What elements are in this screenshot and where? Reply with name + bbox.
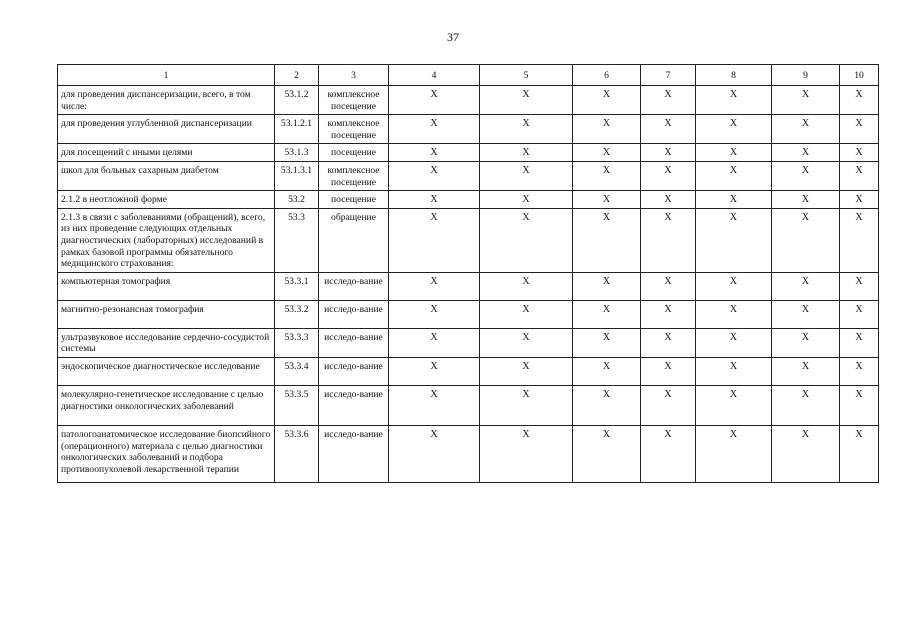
table-row <box>58 161 879 190</box>
row-mark-col-8: X <box>696 144 772 162</box>
row-mark-col-10: X <box>840 208 879 272</box>
row-mark-col-5: X <box>480 385 573 425</box>
row-mark-col-10: X <box>840 385 879 425</box>
row-code: 53.3.1 <box>275 272 319 300</box>
row-mark-col-7: X <box>641 86 696 115</box>
column-header-9: 9 <box>772 65 840 86</box>
row-code: 53.2 <box>275 191 319 209</box>
row-mark-col-9: X <box>772 144 840 162</box>
row-mark-col-7: X <box>641 385 696 425</box>
row-mark-col-9: X <box>772 272 840 300</box>
row-mark-col-4: X <box>389 357 480 385</box>
row-mark-col-10: X <box>840 191 879 209</box>
row-mark-col-7: X <box>641 115 696 144</box>
row-name: для проведения диспансеризации, всего, в том числе: <box>58 86 275 115</box>
row-mark-col-4: X <box>389 115 480 144</box>
row-mark-col-5: X <box>480 86 573 115</box>
column-header-5: 5 <box>480 65 573 86</box>
row-mark-col-7: X <box>641 425 696 482</box>
row-mark-col-8: X <box>696 208 772 272</box>
row-mark-col-8: X <box>696 328 772 357</box>
row-mark-col-4: X <box>389 425 480 482</box>
row-mark-col-5: X <box>480 208 573 272</box>
row-unit: комплексное посещение <box>319 86 389 115</box>
row-mark-col-10: X <box>840 161 879 190</box>
row-unit: посещение <box>319 144 389 162</box>
row-mark-col-7: X <box>641 328 696 357</box>
column-header-7: 7 <box>641 65 696 86</box>
row-mark-col-6: X <box>573 272 641 300</box>
row-mark-col-10: X <box>840 115 879 144</box>
table-row <box>58 191 879 209</box>
row-mark-col-10: X <box>840 328 879 357</box>
row-mark-col-5: X <box>480 425 573 482</box>
row-code: 53.1.2 <box>275 86 319 115</box>
row-code: 53.3 <box>275 208 319 272</box>
row-name: ультразвуковое исследование сердечно-сосудистой системы <box>58 328 275 357</box>
row-mark-col-6: X <box>573 86 641 115</box>
row-mark-col-9: X <box>772 161 840 190</box>
table-row <box>58 144 879 162</box>
row-mark-col-9: X <box>772 208 840 272</box>
row-mark-col-8: X <box>696 86 772 115</box>
row-unit: исследо-вание <box>319 357 389 385</box>
row-code: 53.3.6 <box>275 425 319 482</box>
row-mark-col-8: X <box>696 357 772 385</box>
column-header-6: 6 <box>573 65 641 86</box>
table-row <box>58 385 879 425</box>
row-mark-col-5: X <box>480 191 573 209</box>
row-mark-col-9: X <box>772 425 840 482</box>
row-mark-col-7: X <box>641 144 696 162</box>
row-mark-col-9: X <box>772 300 840 328</box>
row-unit: обращение <box>319 208 389 272</box>
row-mark-col-5: X <box>480 115 573 144</box>
row-mark-col-7: X <box>641 208 696 272</box>
row-mark-col-6: X <box>573 425 641 482</box>
row-mark-col-7: X <box>641 300 696 328</box>
row-mark-col-6: X <box>573 357 641 385</box>
data-table <box>57 64 879 483</box>
table-row <box>58 357 879 385</box>
table-row <box>58 115 879 144</box>
row-mark-col-4: X <box>389 191 480 209</box>
row-code: 53.3.4 <box>275 357 319 385</box>
row-mark-col-5: X <box>480 300 573 328</box>
row-mark-col-9: X <box>772 115 840 144</box>
row-mark-col-6: X <box>573 115 641 144</box>
row-mark-col-10: X <box>840 425 879 482</box>
table-row <box>58 86 879 115</box>
row-name: для проведения углубленной диспансеризации <box>58 115 275 144</box>
row-unit: исследо-вание <box>319 300 389 328</box>
row-code: 53.1.2.1 <box>275 115 319 144</box>
row-mark-col-9: X <box>772 191 840 209</box>
row-mark-col-4: X <box>389 208 480 272</box>
row-mark-col-8: X <box>696 115 772 144</box>
row-name: магнитно-резонансная томография <box>58 300 275 328</box>
row-mark-col-9: X <box>772 357 840 385</box>
column-header-8: 8 <box>696 65 772 86</box>
row-code: 53.1.3 <box>275 144 319 162</box>
row-name: молекулярно-генетическое исследование с целью диагностики онкологических заболеваний <box>58 385 275 425</box>
row-mark-col-8: X <box>696 272 772 300</box>
row-mark-col-6: X <box>573 385 641 425</box>
row-mark-col-4: X <box>389 272 480 300</box>
row-name: патологоанатомическое исследование биопсийного (операционного) материала с целью диагностики онкологических заболеваний и подбора противоопухолевой лекарственной терапии <box>58 425 275 482</box>
row-mark-col-8: X <box>696 425 772 482</box>
row-unit: посещение <box>319 191 389 209</box>
column-header-4: 4 <box>389 65 480 86</box>
row-mark-col-5: X <box>480 328 573 357</box>
row-mark-col-9: X <box>772 328 840 357</box>
row-mark-col-6: X <box>573 191 641 209</box>
page-number: 37 <box>447 30 459 44</box>
row-mark-col-4: X <box>389 86 480 115</box>
row-mark-col-4: X <box>389 300 480 328</box>
column-header-1: 1 <box>58 65 275 86</box>
row-mark-col-6: X <box>573 300 641 328</box>
row-unit: комплексное посещение <box>319 161 389 190</box>
row-name: эндоскопическое диагностическое исследование <box>58 357 275 385</box>
row-mark-col-4: X <box>389 385 480 425</box>
row-code: 53.3.5 <box>275 385 319 425</box>
row-mark-col-4: X <box>389 328 480 357</box>
column-header-3: 3 <box>319 65 389 86</box>
row-mark-col-10: X <box>840 144 879 162</box>
row-mark-col-5: X <box>480 144 573 162</box>
row-name: компьютерная томография <box>58 272 275 300</box>
row-mark-col-5: X <box>480 161 573 190</box>
row-mark-col-6: X <box>573 208 641 272</box>
row-mark-col-6: X <box>573 161 641 190</box>
row-mark-col-7: X <box>641 272 696 300</box>
table-body <box>58 86 879 483</box>
row-mark-col-4: X <box>389 161 480 190</box>
row-mark-col-6: X <box>573 328 641 357</box>
row-mark-col-8: X <box>696 385 772 425</box>
row-name: для посещений с иными целями <box>58 144 275 162</box>
row-unit: исследо-вание <box>319 425 389 482</box>
row-mark-col-10: X <box>840 357 879 385</box>
row-mark-col-9: X <box>772 86 840 115</box>
header-row <box>58 65 879 86</box>
row-mark-col-7: X <box>641 357 696 385</box>
table-row <box>58 208 879 272</box>
row-mark-col-7: X <box>641 161 696 190</box>
row-mark-col-8: X <box>696 191 772 209</box>
row-mark-col-6: X <box>573 144 641 162</box>
row-mark-col-10: X <box>840 300 879 328</box>
row-name: 2.1.3 в связи с заболеваниями (обращений), всего, из них проведение следующих отдельных диагностических (лабораторных) исследований в рамках базовой программы обязательного медицинского страхования: <box>58 208 275 272</box>
row-unit: комплексное посещение <box>319 115 389 144</box>
row-mark-col-8: X <box>696 161 772 190</box>
row-mark-col-7: X <box>641 191 696 209</box>
row-code: 53.3.3 <box>275 328 319 357</box>
row-mark-col-5: X <box>480 272 573 300</box>
table-row <box>58 328 879 357</box>
row-mark-col-10: X <box>840 272 879 300</box>
row-unit: исследо-вание <box>319 272 389 300</box>
row-mark-col-5: X <box>480 357 573 385</box>
column-header-10: 10 <box>840 65 879 86</box>
row-unit: исследо-вание <box>319 385 389 425</box>
row-unit: исследо-вание <box>319 328 389 357</box>
row-name: школ для больных сахарным диабетом <box>58 161 275 190</box>
row-code: 53.3.2 <box>275 300 319 328</box>
row-mark-col-8: X <box>696 300 772 328</box>
row-mark-col-9: X <box>772 385 840 425</box>
row-mark-col-10: X <box>840 86 879 115</box>
table-row <box>58 272 879 300</box>
row-mark-col-4: X <box>389 144 480 162</box>
row-name: 2.1.2 в неотложной форме <box>58 191 275 209</box>
row-code: 53.1.3.1 <box>275 161 319 190</box>
table-row <box>58 425 879 482</box>
column-header-2: 2 <box>275 65 319 86</box>
table-row <box>58 300 879 328</box>
